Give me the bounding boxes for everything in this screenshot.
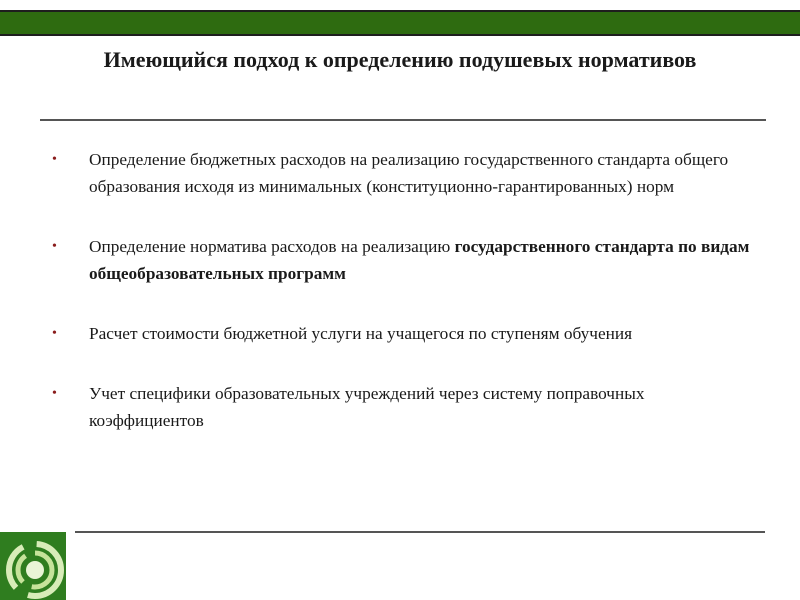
footer-divider [75,531,765,533]
bullet-item [52,146,752,200]
green-swirl-logo-icon [0,532,66,600]
bullet-text-bold: государственного стандарта по видам общеобразовательных программ [89,237,750,283]
bullet-text: Расчет стоимости бюджетной услуги на учащегося по ступеням обучения [89,324,633,343]
bullet-item [52,233,752,287]
bullet-list [52,146,752,434]
bullet-text: Определение бюджетных расходов на реализацию государственного стандарта общего образования исходя из минимальных (конституционно-гарантированных) норм [89,150,729,196]
slide-title: Имеющийся подход к определению подушевых нормативов [103,47,697,72]
bullet-marker: • [52,239,57,254]
bullet-marker: • [52,152,57,167]
bullet-text: Учет специфики образовательных учреждений через систему поправочных коэффициентов [89,384,645,430]
logo-graphic [0,532,66,600]
bullet-marker: • [52,386,57,401]
bullet-item [52,320,752,347]
bullet-marker: • [52,326,57,341]
title-divider [40,119,766,121]
bullet-item [52,380,752,434]
bullet-text: Определение норматива расходов на реализацию [89,237,455,256]
top-accent-bar [0,10,800,36]
